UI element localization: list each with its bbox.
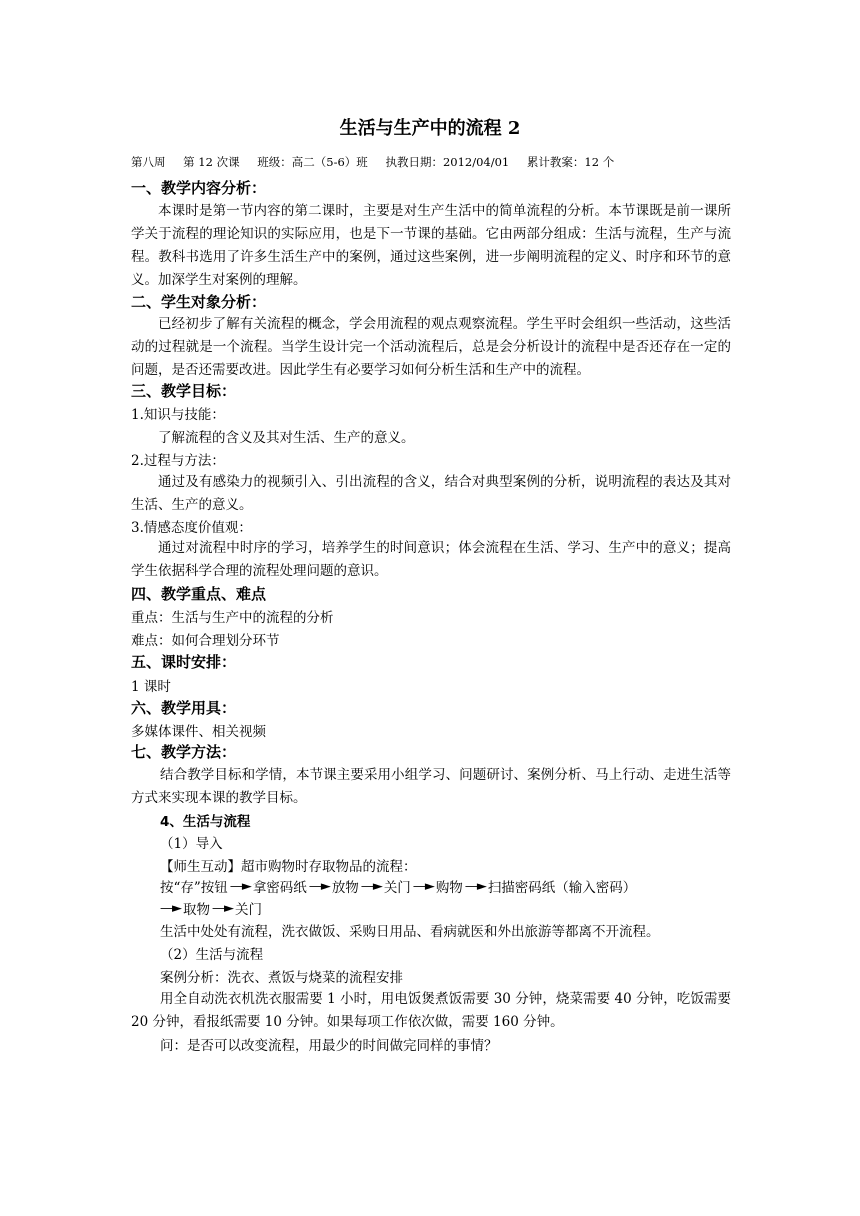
goal2-label: 2.过程与方法： bbox=[131, 453, 225, 469]
arrow-right-icon: —► bbox=[212, 900, 233, 916]
flow-row-2 bbox=[158, 898, 262, 918]
flow-step: 按“存”按钮 bbox=[160, 880, 228, 896]
part4-heading: 4、生活与流程 bbox=[160, 814, 251, 830]
arrow-right-icon: —► bbox=[360, 878, 382, 894]
document-title: 生活与生产中的流程 2 bbox=[339, 118, 521, 139]
flow-step: 关门 bbox=[383, 880, 411, 896]
case-title: 案例分析：洗衣、煮饭与烧菜的流程安排 bbox=[160, 970, 403, 986]
methods-text: 结合教学目标和学情，本节课主要采用小组学习、问题研讨、案例分析、马上行动、走进生活等方式来实现本课的教学目标。 bbox=[131, 767, 731, 806]
flow-step: 放物 bbox=[331, 880, 359, 896]
meta-count: 累计教案：12 个 bbox=[526, 155, 615, 169]
arrow-right-icon: —► bbox=[308, 878, 330, 894]
flow-row-1 bbox=[160, 876, 636, 896]
goal3-label: 3.情感态度价值观： bbox=[131, 520, 252, 536]
section-heading-key-points: 四、教学重点、难点 bbox=[131, 585, 267, 603]
arrow-right-icon: —► bbox=[412, 878, 434, 894]
flow-step: 扫描密码纸（输入密码） bbox=[487, 880, 637, 896]
section-heading-goals: 三、教学目标： bbox=[131, 382, 237, 400]
tools-text: 多媒体课件、相关视频 bbox=[131, 724, 266, 740]
flow-step: 取物 bbox=[183, 902, 210, 918]
schedule-text: 1 课时 bbox=[131, 679, 171, 695]
meta-lesson: 第 12 次课 bbox=[183, 155, 240, 169]
section-heading-content-analysis: 一、教学内容分析： bbox=[131, 179, 267, 197]
flow-step: 关门 bbox=[235, 902, 262, 918]
case-question: 问：是否可以改变流程，用最少的时间做完同样的事情？ bbox=[160, 1038, 498, 1054]
case-text: 用全自动洗衣机洗衣服需要 1 小时，用电饭煲煮饭需要 30 分钟，烧菜需要 40 分钟，吃饭需要 20 分钟，看报纸需要 10 分钟。如果每项工作依次做，需要 160 分钟。 bbox=[131, 991, 731, 1030]
arrow-right-icon: —► bbox=[160, 900, 181, 916]
section-heading-tools: 六、教学用具： bbox=[131, 699, 237, 717]
section-heading-student-analysis: 二、学生对象分析： bbox=[131, 293, 267, 311]
student-analysis-text: 已经初步了解有关流程的概念，学会用流程的观点观察流程。学生平时会组织一些活动，这些活动的过程就是一个流程。当学生设计完一个活动流程后，总是会分析设计的流程中是否还存在一定的问题，是否还需要改进。因此学生有必要学习如何分析生活和生产中的流程。 bbox=[131, 316, 731, 378]
meta-week: 第八周 bbox=[131, 155, 166, 169]
difficulty-text: 难点：如何合理划分环节 bbox=[131, 633, 280, 649]
meta-class: 班级：高二（5-6）班 bbox=[257, 155, 368, 169]
content-analysis-text: 本课时是第一节内容的第二课时，主要是对生产生活中的简单流程的分析。本节课既是前一课所学关于流程的理论知识的实际应用，也是下一节课的基础。它由两部分组成：生活与流程，生产与流程。教科书选用了许多生活生产中的案例，通过这些案例，进一步阐明流程的定义、时序和环节的意义。加深学生对案例的理解。 bbox=[131, 203, 731, 288]
key-point-text: 重点：生活与生产中的流程的分析 bbox=[131, 610, 334, 626]
section-heading-schedule: 五、课时安排： bbox=[131, 653, 237, 671]
flow-step: 拿密码纸 bbox=[252, 880, 307, 896]
goal2-text: 通过及有感染力的视频引入、引出流程的含义，结合对典型案例的分析，说明流程的表达及其对生活、生产的意义。 bbox=[131, 474, 731, 513]
arrow-right-icon: —► bbox=[229, 878, 251, 894]
goal1-label: 1.知识与技能： bbox=[131, 407, 225, 423]
everyday-text: 生活中处处有流程，洗衣做饭、采购日用品、看病就医和外出旅游等都离不开流程。 bbox=[160, 924, 660, 940]
meta-date: 执教日期：2012/04/01 bbox=[385, 155, 510, 169]
part4-sub1: （1）导入 bbox=[160, 836, 223, 852]
goal1-text: 了解流程的含义及其对生活、生产的意义。 bbox=[158, 430, 415, 446]
flow-step: 购物 bbox=[435, 880, 463, 896]
interaction-line: 【师生互动】超市购物时存取物品的流程： bbox=[160, 859, 417, 875]
lesson-meta bbox=[131, 154, 628, 170]
goal3-text: 通过对流程中时序的学习，培养学生的时间意识；体会流程在生活、学习、生产中的意义；提高学生依据科学合理的流程处理问题的意识。 bbox=[131, 540, 731, 579]
part4-sub2: （2）生活与流程 bbox=[160, 947, 264, 963]
section-heading-methods: 七、教学方法： bbox=[131, 743, 237, 761]
arrow-right-icon: —► bbox=[464, 878, 486, 894]
